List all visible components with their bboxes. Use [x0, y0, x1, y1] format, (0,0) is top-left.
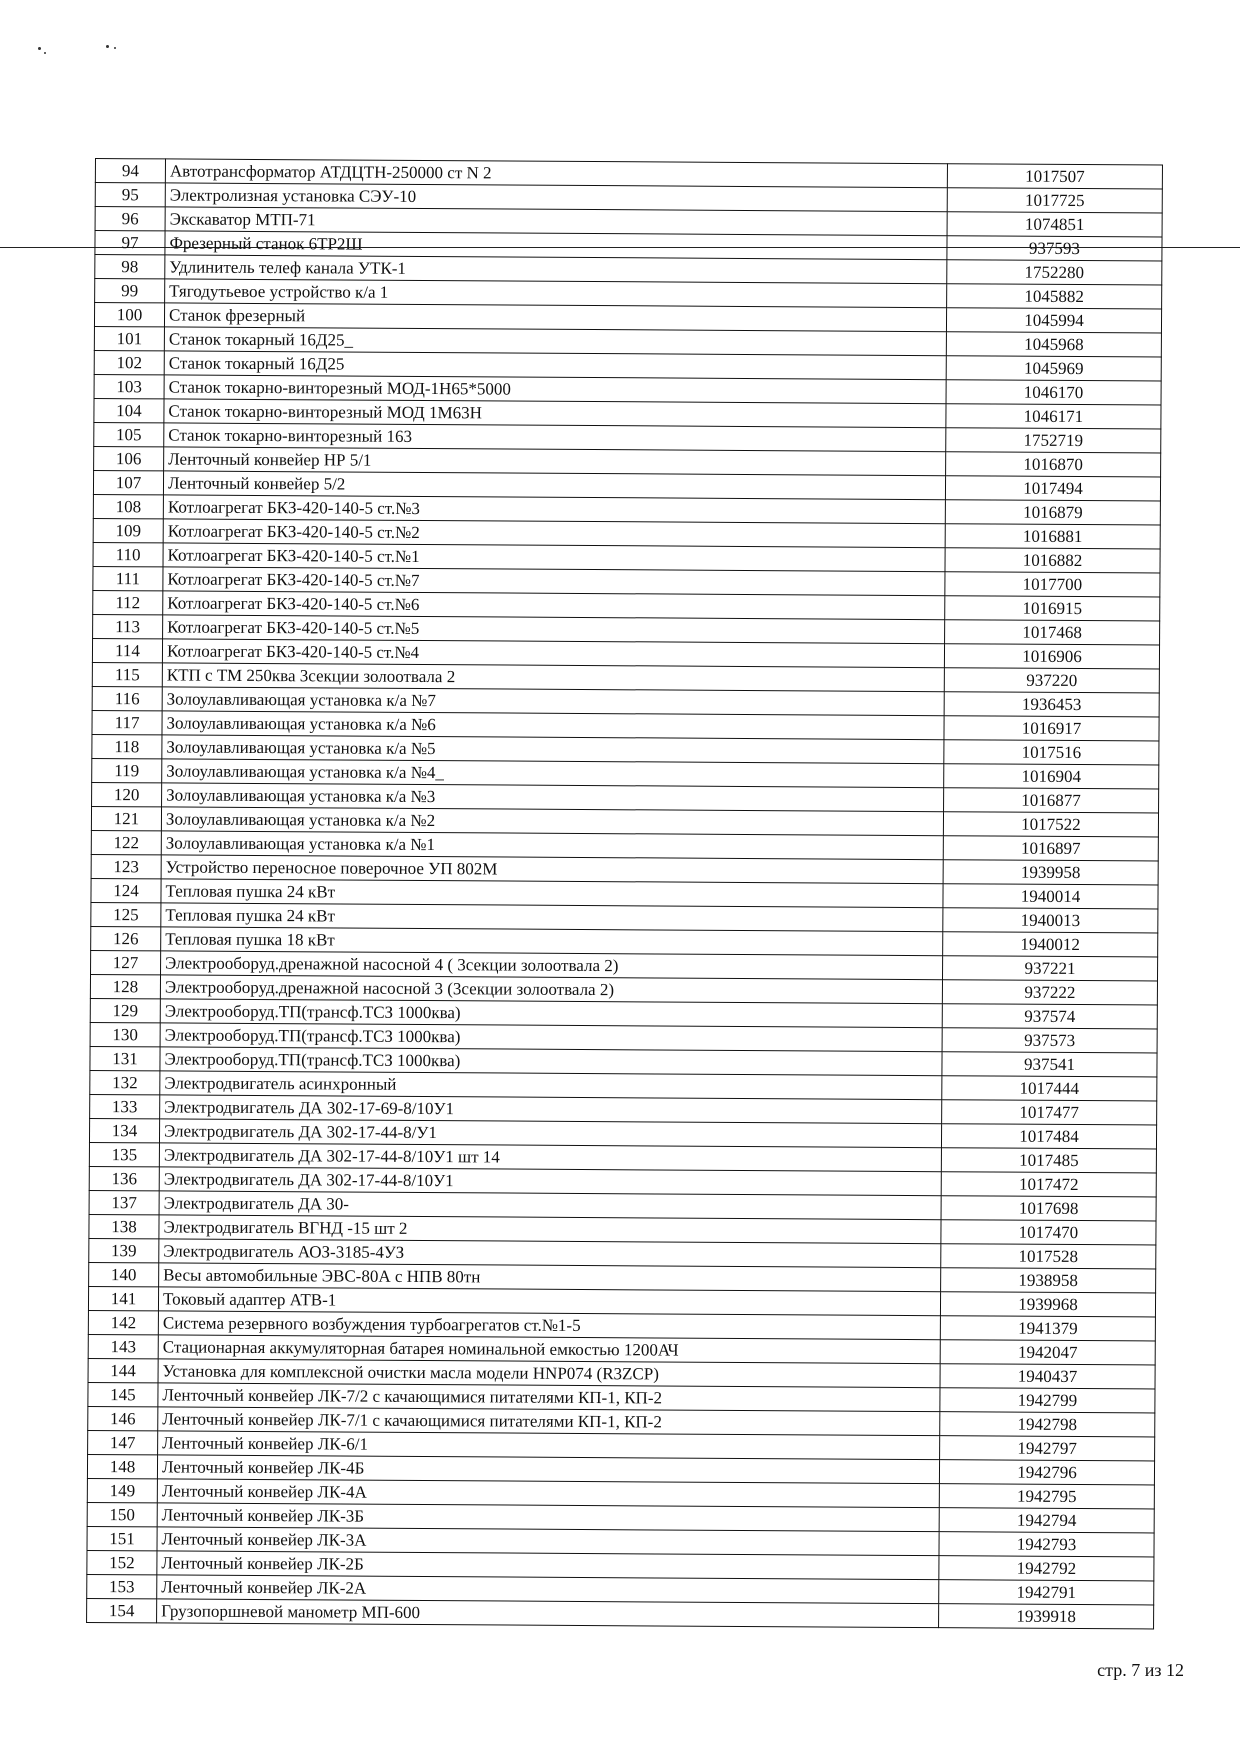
inventory-code: 1016915: [945, 596, 1160, 621]
inventory-code: 1017470: [941, 1220, 1156, 1245]
inventory-code: 1017444: [942, 1076, 1157, 1101]
asset-name: Ленточный конвейер ЛК-2А: [157, 1575, 939, 1604]
asset-name: Ленточный конвейер ЛК-7/2 с качающимися питателями КП-1, КП-2: [158, 1383, 940, 1412]
row-number: 94: [95, 159, 165, 183]
asset-name: Тепловая пушка 24 кВт: [161, 879, 943, 908]
row-number: 101: [94, 326, 164, 350]
inventory-code: 1017698: [941, 1196, 1156, 1221]
row-number: 113: [93, 614, 163, 638]
inventory-code: 937593: [947, 236, 1162, 261]
inventory-code: 1074851: [947, 212, 1162, 237]
inventory-code: 1016881: [945, 524, 1160, 549]
inventory-code: 937574: [942, 1004, 1157, 1029]
inventory-code: 1942793: [939, 1532, 1154, 1557]
inventory-code: 1017484: [941, 1124, 1156, 1149]
row-number: 153: [87, 1574, 157, 1598]
row-number: 125: [91, 902, 161, 926]
inventory-code: 1017477: [942, 1100, 1157, 1125]
asset-name: Котлоагрегат БКЗ-420-140-5 ст.№3: [163, 495, 945, 524]
row-number: 100: [94, 303, 164, 327]
inventory-code: 1016882: [945, 548, 1160, 573]
row-number: 139: [89, 1238, 159, 1262]
asset-name: Электродвигатель ДА 302-17-44-8/10У1 шт 14: [159, 1143, 941, 1172]
inventory-code: 1940013: [943, 908, 1158, 933]
asset-name: Электродвигатель ДА 30-: [159, 1191, 941, 1220]
inventory-sheet: [86, 158, 1162, 1629]
inventory-code: 1016897: [943, 836, 1158, 861]
asset-name: Тепловая пушка 24 кВт: [161, 903, 943, 932]
inventory-code: 1942794: [939, 1508, 1154, 1533]
asset-name: Золоулавливающая установка к/а №3: [162, 783, 944, 812]
inventory-code: 937222: [942, 980, 1157, 1005]
asset-name: Ленточный конвейер ЛК-7/1 с качающимися питателями КП-1, КП-2: [158, 1407, 940, 1436]
row-number: 120: [92, 782, 162, 806]
asset-name: Котлоагрегат БКЗ-420-140-5 ст.№6: [163, 591, 945, 620]
asset-name: Электродвигатель асинхронный: [160, 1071, 942, 1100]
inventory-code: 1942795: [939, 1484, 1154, 1509]
inventory-code: 1942791: [939, 1580, 1154, 1605]
asset-name: Грузопоршневой манометр МП-600: [157, 1599, 939, 1628]
asset-name: Установка для комплексной очистки масла модели HNP074 (R3ZCP): [158, 1359, 940, 1388]
row-number: 106: [94, 446, 164, 470]
asset-name: Электродвигатель ДА 302-17-44-8/У1: [159, 1119, 941, 1148]
inventory-code: 1752719: [946, 428, 1161, 453]
inventory-code: 1017516: [944, 740, 1159, 765]
inventory-code: 1017507: [947, 164, 1162, 189]
asset-name: Золоулавливающая установка к/а №5: [162, 735, 944, 764]
row-number: 135: [89, 1142, 159, 1166]
row-number: 152: [87, 1550, 157, 1574]
asset-name: Электродвигатель ДА 302-17-69-8/10У1: [160, 1095, 942, 1124]
asset-name: Экскаватор МТП-71: [165, 207, 947, 236]
inventory-code: 1942796: [939, 1460, 1154, 1485]
scan-speck: [44, 52, 46, 54]
inventory-code: 1017468: [945, 620, 1160, 645]
asset-name: Станок токарный 16Д25_: [164, 327, 946, 356]
inventory-code: 1016870: [946, 452, 1161, 477]
inventory-code: 1942799: [940, 1388, 1155, 1413]
asset-name: Ленточный конвейер ЛК-4А: [157, 1479, 939, 1508]
inventory-code: 937541: [942, 1052, 1157, 1077]
inventory-code: 1017528: [941, 1244, 1156, 1269]
inventory-code: 1045994: [946, 308, 1161, 333]
row-number: 99: [95, 279, 165, 303]
row-number: 121: [91, 806, 161, 830]
asset-name: Котлоагрегат БКЗ-420-140-5 ст.№1: [163, 543, 945, 572]
asset-name: Электродвигатель ВГНД -15 шт 2: [159, 1215, 941, 1244]
inventory-code: 1016877: [944, 788, 1159, 813]
inventory-code: 1046170: [946, 380, 1161, 405]
asset-name: Котлоагрегат БКЗ-420-140-5 ст.№5: [163, 615, 945, 644]
row-number: 123: [91, 854, 161, 878]
asset-name: Котлоагрегат БКЗ-420-140-5 ст.№2: [163, 519, 945, 548]
row-number: 144: [88, 1358, 158, 1382]
inventory-code: 937221: [942, 956, 1157, 981]
row-number: 150: [87, 1502, 157, 1526]
inventory-code: 1016879: [945, 500, 1160, 525]
row-number: 127: [91, 950, 161, 974]
row-number: 137: [89, 1190, 159, 1214]
inventory-code: 1942797: [940, 1436, 1155, 1461]
asset-name: Ленточный конвейер ЛК-3Б: [157, 1503, 939, 1532]
row-number: 105: [94, 422, 164, 446]
asset-name: Станок фрезерный: [164, 303, 946, 332]
row-number: 129: [90, 998, 160, 1022]
row-number: 132: [90, 1070, 160, 1094]
asset-name: Ленточный конвейер ЛК-3А: [157, 1527, 939, 1556]
row-number: 124: [91, 878, 161, 902]
row-number: 131: [90, 1046, 160, 1070]
table-row: [87, 1598, 1154, 1629]
inventory-code: 1017522: [943, 812, 1158, 837]
row-number: 112: [93, 590, 163, 614]
asset-name: Золоулавливающая установка к/а №2: [161, 807, 943, 836]
row-number: 130: [90, 1022, 160, 1046]
asset-name: Электродвигатель ДА 302-17-44-8/10У1: [159, 1167, 941, 1196]
asset-name: Котлоагрегат БКЗ-420-140-5 ст.№7: [163, 567, 945, 596]
asset-name: Ленточный конвейер 5/2: [163, 471, 945, 500]
inventory-code: 1017485: [941, 1148, 1156, 1173]
row-number: 145: [88, 1382, 158, 1406]
inventory-code: 1940014: [943, 884, 1158, 909]
asset-name: Устройство переносное поверочное УП 802М: [161, 855, 943, 884]
row-number: 103: [94, 374, 164, 398]
row-number: 141: [88, 1286, 158, 1310]
row-number: 118: [92, 734, 162, 758]
asset-name: Система резервного возбуждения турбоагрегатов ст.№1-5: [158, 1311, 940, 1340]
inventory-code: 1939968: [940, 1292, 1155, 1317]
inventory-code: 1940012: [943, 932, 1158, 957]
row-number: 142: [88, 1310, 158, 1334]
asset-name: Электрооборуд.дренажной насосной 3 (3секции золоотвала 2): [160, 975, 942, 1004]
asset-name: Ленточный конвейер ЛК-6/1: [158, 1431, 940, 1460]
row-number: 119: [92, 758, 162, 782]
inventory-code: 1936453: [944, 692, 1159, 717]
row-number: 104: [94, 398, 164, 422]
row-number: 117: [92, 710, 162, 734]
inventory-code: 1017725: [947, 188, 1162, 213]
asset-name: Станок токарно-винторезный МОД-1Н65*5000: [164, 375, 946, 404]
inventory-code: 1938958: [941, 1268, 1156, 1293]
row-number: 95: [95, 183, 165, 207]
inventory-code: 937573: [942, 1028, 1157, 1053]
row-number: 107: [93, 470, 163, 494]
asset-name: Тягодутьевое устройство к/а 1: [165, 279, 947, 308]
asset-name: Удлинитель телеф канала УТК-1: [165, 255, 947, 284]
asset-name: Золоулавливающая установка к/а №7: [162, 687, 944, 716]
inventory-code: 1939958: [943, 860, 1158, 885]
row-number: 136: [89, 1166, 159, 1190]
inventory-code: 1045969: [946, 356, 1161, 381]
inventory-code: 1017700: [945, 572, 1160, 597]
asset-name: Электрооборуд.ТП(трансф.ТСЗ 1000ква): [160, 1047, 942, 1076]
asset-name: Стационарная аккумуляторная батарея номинальной емкостью 1200АЧ: [158, 1335, 940, 1364]
inventory-code: 1939918: [939, 1604, 1154, 1629]
inventory-code: 1942792: [939, 1556, 1154, 1581]
asset-name: Котлоагрегат БКЗ-420-140-5 ст.№4: [162, 639, 944, 668]
scan-speck: [38, 47, 41, 50]
inventory-table-body: [87, 159, 1163, 1629]
asset-name: Золоулавливающая установка к/а №1: [161, 831, 943, 860]
inventory-code: 1016904: [944, 764, 1159, 789]
inventory-code: 1016917: [944, 716, 1159, 741]
asset-name: Электролизная установка СЭУ-10: [165, 183, 947, 212]
inventory-code: 1942047: [940, 1340, 1155, 1365]
row-number: 149: [87, 1478, 157, 1502]
asset-name: Ленточный конвейер ЛК-4Б: [157, 1455, 939, 1484]
asset-name: Станок токарно-винторезный МОД 1М63Н: [164, 399, 946, 428]
row-number: 110: [93, 542, 163, 566]
scan-speck: [114, 47, 116, 49]
row-number: 108: [93, 494, 163, 518]
asset-name: Электродвигатель АОЗ-3185-4УЗ: [159, 1239, 941, 1268]
row-number: 114: [92, 638, 162, 662]
row-number: 154: [87, 1598, 157, 1622]
row-number: 128: [90, 974, 160, 998]
row-number: 133: [90, 1094, 160, 1118]
asset-name: Станок токарно-винторезный 163: [164, 423, 946, 452]
row-number: 126: [91, 926, 161, 950]
inventory-code: 1045968: [946, 332, 1161, 357]
inventory-table: [86, 158, 1163, 1629]
inventory-code: 1940437: [940, 1364, 1155, 1389]
row-number: 138: [89, 1214, 159, 1238]
row-number: 115: [92, 662, 162, 686]
row-number: 109: [93, 518, 163, 542]
row-number: 146: [88, 1406, 158, 1430]
asset-name: Электрооборуд.ТП(трансф.ТСЗ 1000ква): [160, 999, 942, 1028]
inventory-code: 1942798: [940, 1412, 1155, 1437]
row-number: 96: [95, 207, 165, 231]
inventory-code: 1752280: [947, 260, 1162, 285]
asset-name: Ленточный конвейер НР 5/1: [164, 447, 946, 476]
asset-name: Электрооборуд.дренажной насосной 4 ( 3секции золоотвала 2): [161, 951, 943, 980]
row-number: 134: [89, 1118, 159, 1142]
asset-name: Автотрансформатор АТДЦТН-250000 ст N 2: [165, 159, 947, 188]
inventory-code: 937220: [944, 668, 1159, 693]
inventory-code: 1046171: [946, 404, 1161, 429]
page-number: стр. 7 из 12: [1097, 1660, 1184, 1680]
inventory-code: 1045882: [947, 284, 1162, 309]
asset-name: Токовый адаптер АТВ-1: [158, 1287, 940, 1316]
row-number: 122: [91, 830, 161, 854]
asset-name: Фрезерный станок 6ТР2Ш: [165, 231, 947, 260]
row-number: 111: [93, 566, 163, 590]
row-number: 116: [92, 686, 162, 710]
asset-name: Весы автомобильные ЭВС-80А с НПВ 80тн: [159, 1263, 941, 1292]
inventory-code: 1017494: [945, 476, 1160, 501]
asset-name: Тепловая пушка 18 кВт: [161, 927, 943, 956]
row-number: 147: [88, 1430, 158, 1454]
asset-name: Ленточный конвейер ЛК-2Б: [157, 1551, 939, 1580]
row-number: 151: [87, 1526, 157, 1550]
asset-name: Электрооборуд.ТП(трансф.ТСЗ 1000ква): [160, 1023, 942, 1052]
row-number: 143: [88, 1334, 158, 1358]
inventory-code: 1941379: [940, 1316, 1155, 1341]
row-number: 98: [95, 255, 165, 279]
scan-speck: [106, 45, 109, 48]
row-number: 140: [89, 1262, 159, 1286]
asset-name: Золоулавливающая установка к/а №4_: [162, 759, 944, 788]
asset-name: КТП с ТМ 250ква 3секции золоотвала 2: [162, 663, 944, 692]
inventory-code: 1016906: [944, 644, 1159, 669]
row-number: 97: [95, 231, 165, 255]
asset-name: Золоулавливающая установка к/а №6: [162, 711, 944, 740]
row-number: 102: [94, 350, 164, 374]
asset-name: Станок токарный 16Д25: [164, 351, 946, 380]
row-number: 148: [87, 1454, 157, 1478]
inventory-code: 1017472: [941, 1172, 1156, 1197]
